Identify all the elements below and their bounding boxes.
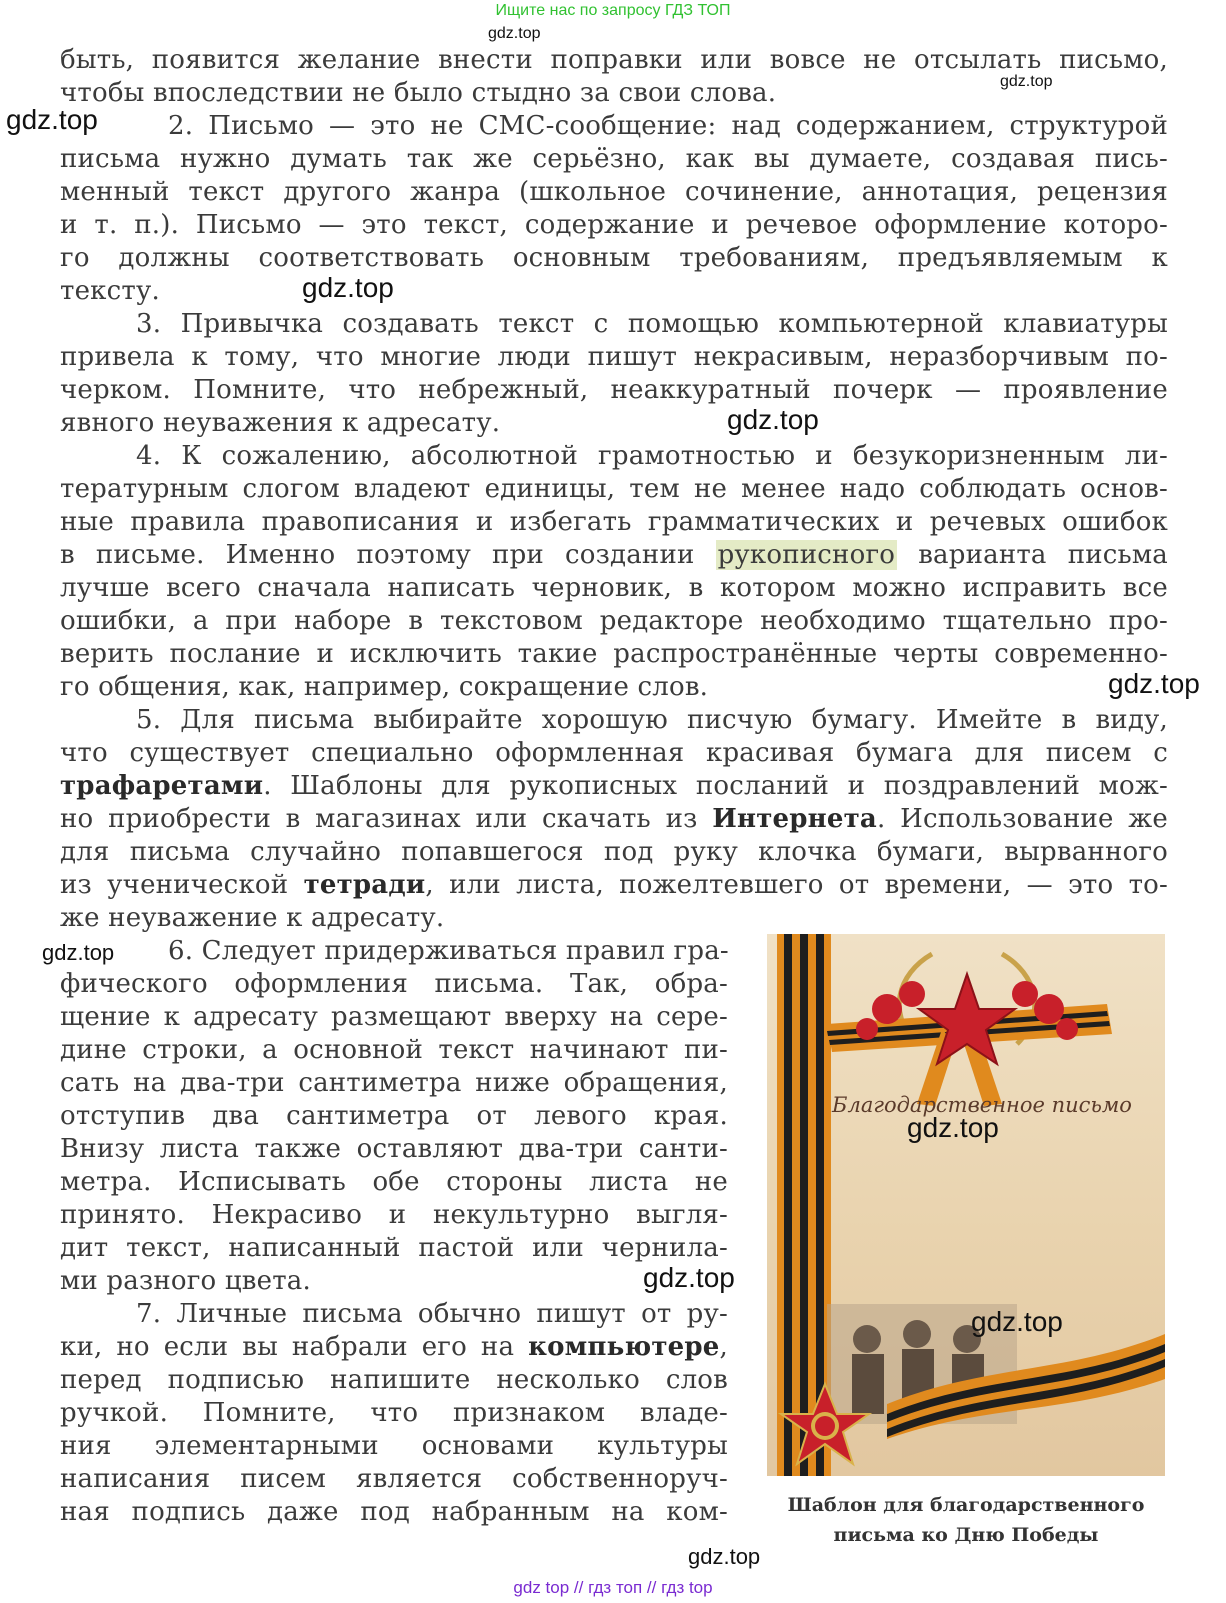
text-line: тексту. (60, 276, 160, 306)
text-line (60, 869, 1168, 902)
text-span: , (719, 1332, 729, 1362)
text-span: , или листа, пожелтевшего от времени, — это то- (425, 870, 1169, 900)
watermark: gdz.top (727, 404, 819, 435)
text-line: метра. Исписывать обе стороны листа не (60, 1167, 728, 1197)
bold-term: Интернета (712, 804, 877, 834)
text-span: в письме. Именно поэтому при создании (60, 540, 695, 570)
text-span: ки, но если вы набрали его на (60, 1332, 515, 1362)
bold-term: компьютере (528, 1332, 720, 1362)
watermark: gdz.top (42, 940, 115, 965)
text-line: черком. Помните, что небрежный, неаккуратный почерк — проявление (60, 375, 1168, 405)
text-line: привела к тому, что многие люди пишут некрасивым, неразборчивым по- (60, 342, 1168, 372)
watermark: gdz.top (488, 25, 541, 42)
text-span: . Использование же (876, 804, 1169, 834)
bold-term: тетради (303, 870, 426, 900)
victory-day-letter-template (767, 934, 1165, 1476)
bold-term: трафаретами (60, 771, 264, 801)
text-line: менный текст другого жанра (школьное сочинение, аннотация, рецензия (60, 177, 1168, 207)
text-line: го общения, как, например, сокращение слов. (60, 672, 709, 702)
watermark: gdz.top (907, 1112, 999, 1143)
watermark: gdz.top (688, 1544, 761, 1569)
poster-title: Благодарственное письмо (832, 1093, 1132, 1117)
text-line: письма нужно думать так же серьёзно, как вы думаете, создавая пись- (60, 144, 1168, 174)
text-line: 5. Для письма выбирайте хорошую писчую бумагу. Имейте в виду, (136, 705, 1168, 735)
text-line: ручкой. Помните, что признаком владе- (60, 1398, 728, 1428)
text-line: дит текст, написанный пастой или чернила- (60, 1233, 728, 1263)
text-line: что существует специально оформленная красивая бумага для писем с (60, 738, 1168, 768)
text-line: го должны соответствовать основным требованиям, предъявляемым к (60, 243, 1168, 273)
text-line: щение к адресату размещают вверху на сере- (60, 1002, 728, 1032)
text-line (60, 1331, 728, 1364)
watermark: gdz.top (302, 272, 394, 303)
text-span: из ученической (60, 870, 289, 900)
text-line (60, 770, 1168, 803)
text-line: ные правила правописания и избегать грамматических и речевых ошибок (60, 507, 1168, 537)
text-line: чтобы впоследствии не было стыдно за свои слова. (60, 78, 777, 108)
footer-banner: gdz top // гдз топ // гдз top (513, 1578, 713, 1597)
figure-caption (760, 1490, 1172, 1550)
text-line: сать на два-три сантиметра ниже обращения, (60, 1068, 728, 1098)
watermark: gdz.top (971, 1306, 1063, 1337)
text-line: 3. Привычка создавать текст с помощью компьютерной клавиатуры (136, 309, 1168, 339)
search-banner: Ищите нас по запросу ГДЗ ТОП (495, 2, 731, 19)
watermark: gdz.top (643, 1262, 735, 1293)
text-line: 4. К сожалению, абсолютной грамотностью и безукоризненным ли- (136, 441, 1168, 471)
text-line: же неуважение к адресату. (60, 903, 445, 933)
text-line: ошибки, а при наборе в текстовом редакторе необходимо тщательно про- (60, 606, 1168, 636)
text-span: . Шаблоны для рукописных посланий и поздравлений мож- (263, 771, 1168, 801)
text-line: и т. п.). Письмо — это текст, содержание и речевое оформление которо- (60, 210, 1168, 240)
text-line: верить послание и исключить такие распространённые черты современно- (60, 639, 1168, 669)
text-line: для письма случайно попавшегося под руку клочка бумаги, вырванного (60, 837, 1168, 867)
text-line: лучше всего сначала написать черновик, в котором можно исправить все (60, 573, 1168, 603)
caption-line: письма ко Дню Победы (833, 1524, 1099, 1546)
text-line: дине строки, а основной текст начинают пи- (60, 1035, 728, 1065)
text-line: ная подпись даже под набранным на ком- (60, 1497, 728, 1527)
text-line: написания писем является собственноруч- (60, 1464, 728, 1494)
text-line (60, 803, 1168, 836)
watermark: gdz.top (1000, 73, 1053, 90)
text-line: фического оформления письма. Так, обра- (60, 969, 728, 999)
text-line: явного неуважения к адресату. (60, 408, 501, 438)
caption-line: Шаблон для благодарственного (787, 1494, 1145, 1516)
text-line (60, 539, 1168, 572)
text-line: Внизу листа также оставляют два-три санти- (60, 1134, 728, 1164)
text-span: варианта письма (918, 540, 1168, 570)
text-line: 2. Письмо — это не СМС-сообщение: над содержанием, структурой (168, 111, 1168, 141)
text-line: 6. Следует придерживаться правил гра- (168, 936, 729, 966)
text-line: тературным слогом владеют единицы, тем не менее надо соблюдать основ- (60, 474, 1168, 504)
watermark: gdz.top (6, 104, 98, 135)
highlighted-word: рукописного (717, 540, 896, 570)
watermark: gdz.top (1108, 668, 1200, 699)
text-line: 7. Личные письма обычно пишут от ру- (136, 1299, 728, 1329)
text-span: но приобрести в магазинах или скачать из (60, 804, 698, 834)
text-line: быть, появится желание внести поправки или вовсе не отсылать письмо, (60, 45, 1168, 75)
text-line: ния элементарными основами культуры (60, 1431, 728, 1461)
poster-artwork (767, 934, 1165, 1476)
text-line: ми разного цвета. (60, 1266, 311, 1296)
text-line: перед подписью напишите несколько слов (60, 1365, 728, 1395)
text-line: принято. Некрасиво и некультурно выгля- (60, 1200, 728, 1230)
text-line: отступив два сантиметра от левого края. (60, 1101, 728, 1131)
